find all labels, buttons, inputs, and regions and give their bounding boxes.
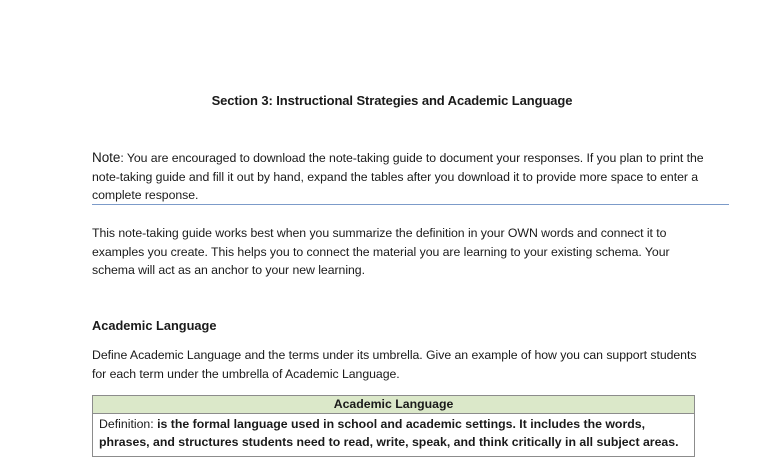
horizontal-divider — [92, 204, 729, 205]
academic-language-instructions: Define Academic Language and the terms under its umbrella. Give an example of how you can support students for each term under the umbrella of Academic Language. — [92, 348, 697, 381]
academic-language-heading: Academic Language — [92, 318, 217, 333]
definition-text: is the formal language used in school and academic settings. It includes the words, phrases, and structures students need to read, write, speak, and think critically in all subject areas. — [99, 417, 679, 449]
definition-label: Definition: — [99, 417, 158, 431]
guide-paragraph: This note-taking guide works best when you summarize the definition in your OWN words and connect it to examples you create. This helps you to connect the material you are learning to your existing schema. Your schema will act as an anchor to your new learning. — [92, 226, 670, 278]
note-label: Note — [92, 150, 121, 165]
definition-cell[interactable] — [93, 414, 694, 452]
note-paragraph — [92, 149, 712, 205]
academic-language-table — [92, 395, 695, 457]
table-header: Academic Language — [93, 396, 694, 414]
section-title: Section 3: Instructional Strategies and Academic Language — [211, 93, 573, 108]
note-text: : You are encouraged to download the note-taking guide to document your responses. If you plan to print the note-taking guide and fill it out by hand, expand the tables after you download it to provide more space to enter a complete response. — [92, 151, 704, 203]
